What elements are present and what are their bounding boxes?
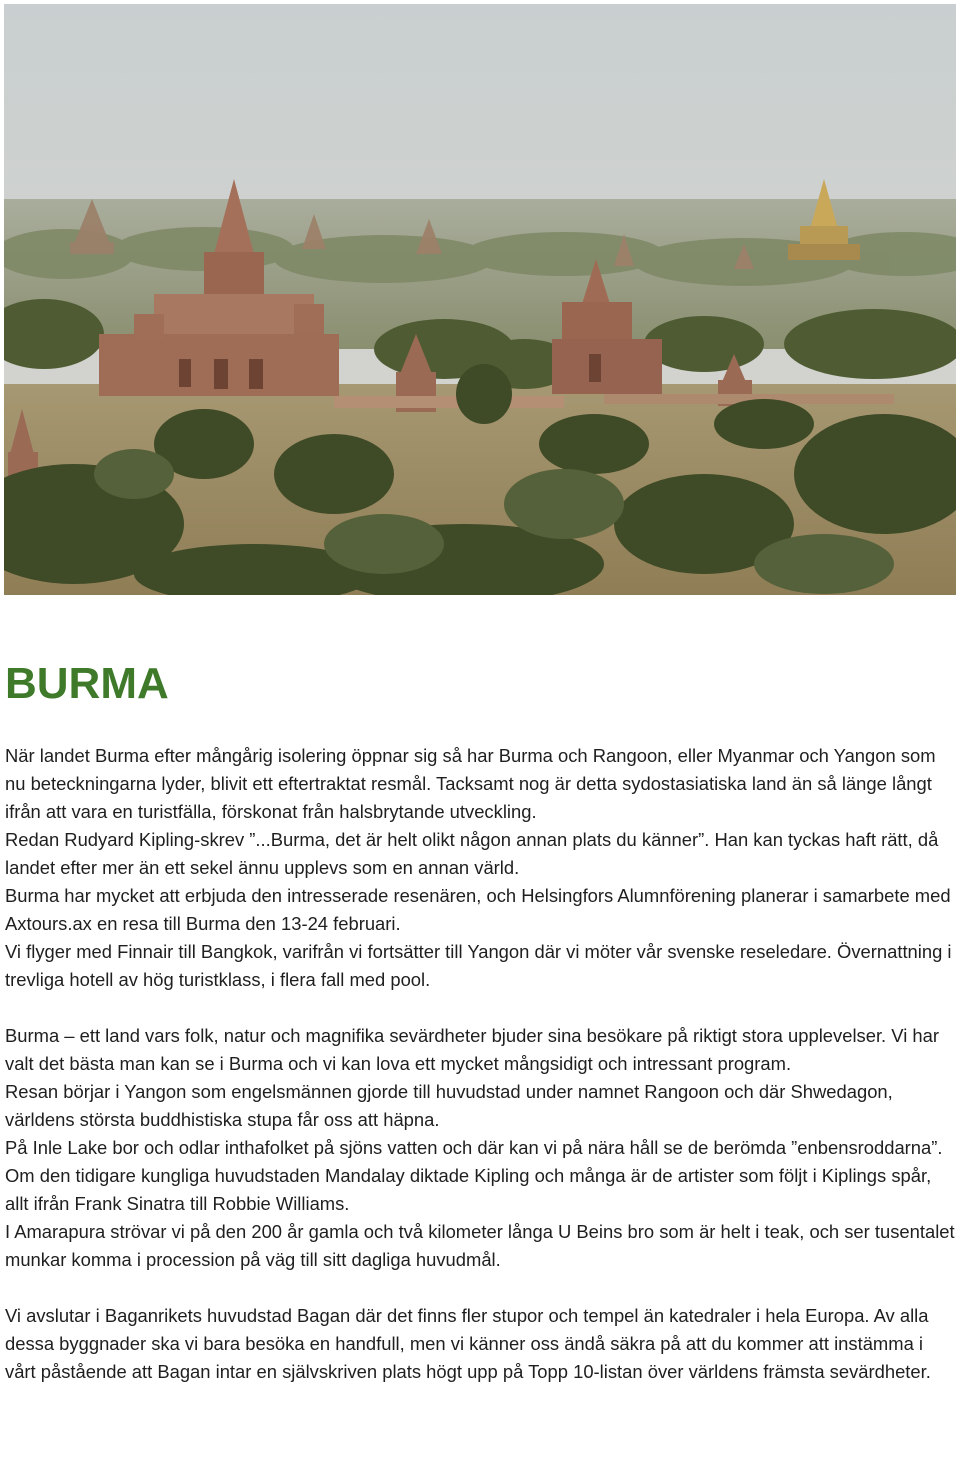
- paragraph-inle: På Inle Lake bor och odlar inthafolket på sjöns vatten och där kan vi på nära håll se de berömda ”enbensroddarna”. Om den tidigare kungliga huvudstaden Mandalay diktade Kipling och många är de artister som följt i Kiplings spår, allt ifrån Frank Sinatra till Robbie Williams.: [5, 1137, 943, 1214]
- article-body: [5, 742, 955, 1386]
- paragraph-intro: När landet Burma efter mångårig isolering öppnar sig så har Burma och Rangoon, eller Myanmar och Yangon som nu beteckningarna lyder, blivit ett eftertraktat resmål. Tacksamt nog är detta sydostasiatiska land än så länge långt ifrån att vara en turistfälla, förskonat från halsbrytande utveckling.: [5, 745, 936, 822]
- paragraph-amarapura: I Amarapura strövar vi på den 200 år gamla och två kilometer långa U Beins bro som är helt i teak, och ser tusentalet munkar komma i procession på väg till sitt dagliga huvudmål.: [5, 1221, 955, 1270]
- paragraph-yangon: Resan börjar i Yangon som engelsmännen gjorde till huvudstad under namnet Rangoon och där Shwedagon, världens största buddhistiska stupa får oss att häpna.: [5, 1081, 893, 1130]
- paragraph-program: Burma – ett land vars folk, natur och magnifika sevärdheter bjuder sina besökare på riktigt stora upplevelser. Vi har valt det bästa man kan se i Burma och vi kan lova ett mycket mångsidigt och intressant program.: [5, 1025, 939, 1074]
- paragraph-gap: [5, 994, 955, 1022]
- paragraph-flight: Vi flyger med Finnair till Bangkok, varifrån vi fortsätter till Yangon där vi möter vår svenske reseledare. Övernattning i trevliga hotell av hög turistklass, i flera fall med pool.: [5, 941, 952, 990]
- paragraph-kipling: Redan Rudyard Kipling-skrev ”...Burma, det är helt olikt någon annan plats du känner”. Han kan tyckas haft rätt, då landet efter mer än ett sekel ännu upplevs som en annan värld.: [5, 829, 939, 878]
- paragraph-bagan: Vi avslutar i Baganrikets huvudstad Bagan där det finns fler stupor och tempel än katedraler i hela Europa. Av alla dessa byggnader ska vi bara besöka en handfull, men vi känner oss ändå säkra på att du kommer att instämma i vårt påstående att Bagan intar en självskriven plats högt upp på Topp 10-listan över världens främsta sevärdheter.: [5, 1305, 931, 1382]
- hero-image: [4, 4, 956, 595]
- bagan-temples-photo: [4, 4, 956, 595]
- page-title: BURMA: [5, 659, 169, 708]
- paragraph-gap: [5, 1274, 955, 1302]
- paragraph-trip: Burma har mycket att erbjuda den intresserade resenären, och Helsingfors Alumnförening planerar i samarbete med Axtours.ax en resa till Burma den 13-24 februari.: [5, 885, 951, 934]
